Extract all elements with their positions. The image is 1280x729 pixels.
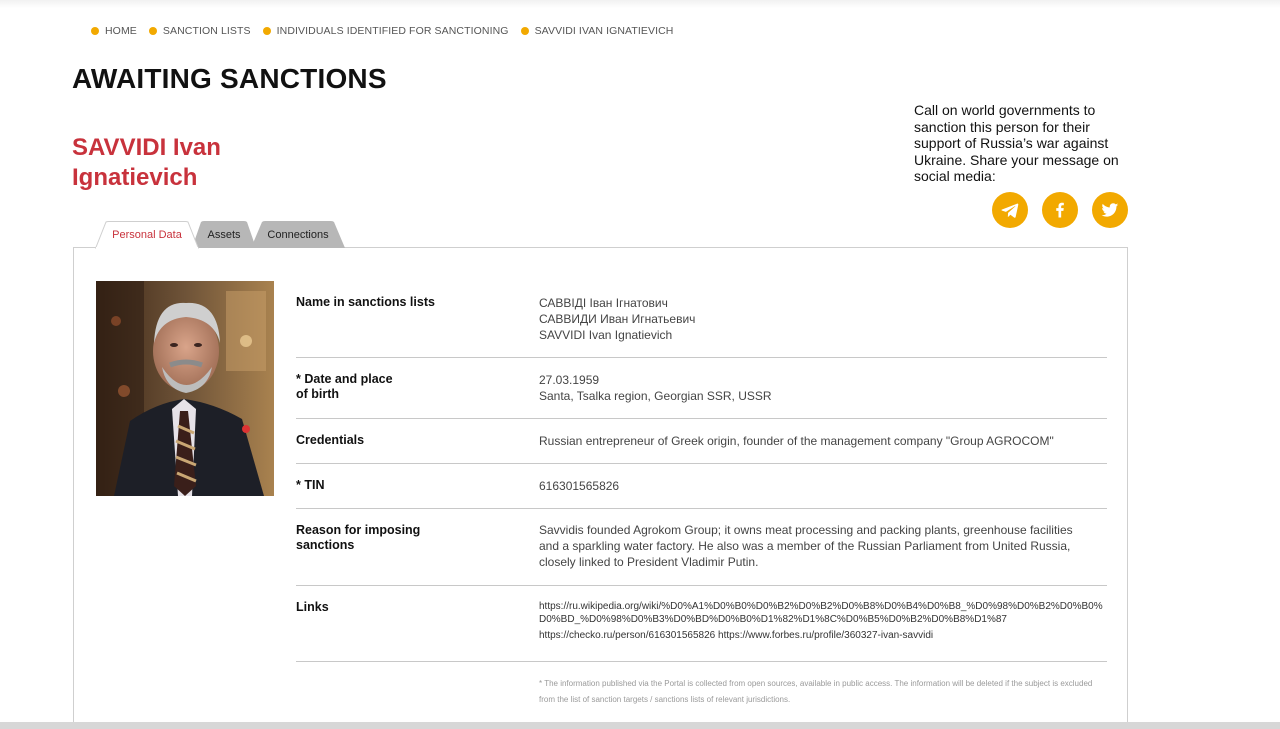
breadcrumb-label: HOME	[105, 25, 137, 37]
tab-label: Personal Data	[112, 228, 182, 241]
tab-label: Connections	[267, 228, 329, 241]
row-label: Reason for imposing sanctions	[296, 523, 421, 552]
breadcrumb-label: SANCTION LISTS	[162, 25, 251, 37]
bullet-icon	[263, 27, 271, 35]
row-label: Credentials	[296, 433, 365, 447]
facebook-icon	[1050, 200, 1070, 220]
breadcrumb-label: SAVVIDI IVAN IGNATIEVICH	[534, 25, 674, 37]
row-value	[539, 433, 1107, 449]
profile-row-links	[296, 586, 1107, 662]
row-value	[539, 600, 1107, 642]
profile-row-birth	[296, 358, 1107, 419]
breadcrumb	[91, 25, 686, 37]
disclaimer-text: * The information published via the Portal is collected from open sources, available in public access. The information will be deleted if the subject is excluded from the list of sanction targets / sanctions lists of relevant jurisdictions.	[539, 679, 1093, 704]
bullet-icon	[149, 27, 157, 35]
row-label: * TIN	[296, 478, 325, 492]
row-label: Links	[296, 600, 329, 614]
name-variant: САВВІДІ Іван Ігнатович	[539, 296, 668, 310]
profile-row-credentials	[296, 419, 1107, 464]
person-photo	[96, 281, 274, 496]
reason-line: and a sparkling water factory. He also was a member of the Russian Parliament from United Russia,	[539, 539, 1071, 553]
name-variant: SAVVIDI Ivan Ignatievich	[539, 328, 673, 342]
profile-row-tin	[296, 464, 1107, 509]
top-shadow	[0, 0, 1280, 8]
tin-value: 616301565826	[539, 479, 620, 493]
checko-forbes-links[interactable]: https://checko.ru/person/616301565826 https://www.forbes.ru/profile/360327-ivan-savvidi	[539, 630, 934, 641]
share-call-text: Call on world governments to sanction this person for their support of Russia’s war against Ukraine. Share your message on social media:	[914, 102, 1119, 184]
breadcrumb-individuals[interactable]	[263, 25, 509, 37]
tab-label: Assets	[207, 228, 241, 241]
row-value	[539, 295, 1107, 343]
reason-line: Savvidis founded Agrokom Group; it owns meat processing and packing plants, greenhouse facilities	[539, 523, 1073, 537]
twitter-icon	[1100, 200, 1120, 220]
social-share-buttons	[992, 192, 1128, 228]
tab-connections[interactable]	[251, 221, 345, 248]
row-value	[539, 372, 1107, 404]
bottom-scroll-area	[0, 722, 1280, 729]
telegram-icon	[1000, 200, 1020, 220]
page-title: AWAITING SANCTIONS	[72, 63, 387, 94]
tab-assets[interactable]	[192, 221, 256, 248]
birth-date: 27.03.1959	[539, 373, 600, 387]
breadcrumb-home[interactable]	[91, 25, 137, 37]
profile-row-reason	[296, 509, 1107, 586]
row-value	[539, 478, 1107, 494]
breadcrumb-label: INDIVIDUALS IDENTIFIED FOR SANCTIONING	[276, 25, 509, 37]
name-variant: САВВИДИ Иван Игнатьевич	[539, 312, 696, 326]
reason-line: closely linked to President Vladimir Putin.	[539, 555, 759, 569]
twitter-share-button[interactable]	[1092, 192, 1128, 228]
wikipedia-link[interactable]: D0%BD_%D0%98%D0%B3%D0%BD%D0%B0%D1%82%D1%8C%D0%B5%D0%B2%D0%B8%D1%87	[539, 614, 1007, 625]
row-label: * Date and place of birth	[296, 372, 393, 401]
row-label: Name in sanctions lists	[296, 295, 435, 309]
profile-row-names	[296, 281, 1107, 358]
facebook-share-button[interactable]	[1042, 192, 1078, 228]
birth-place: Santa, Tsalka region, Georgian SSR, USSR	[539, 389, 772, 403]
breadcrumb-current-person[interactable]	[521, 25, 674, 37]
profile-rows	[296, 281, 1107, 662]
person-name: SAVVIDI Ivan Ignatievich	[72, 134, 221, 191]
personal-data-panel	[73, 247, 1128, 729]
row-value	[539, 522, 1107, 570]
bullet-icon	[521, 27, 529, 35]
credentials-text: Russian entrepreneur of Greek origin, founder of the management company "Group AGROCOM"	[539, 434, 1054, 448]
bullet-icon	[91, 27, 99, 35]
wikipedia-link[interactable]: https://ru.wikipedia.org/wiki/%D0%A1%D0%B0%D0%B2%D0%B2%D0%B8%D0%B4%D0%B8_%D0%98%D0%B2%D0%B0%	[539, 601, 1103, 612]
breadcrumb-sanction-lists[interactable]	[149, 25, 251, 37]
tab-personal-data[interactable]	[95, 221, 199, 248]
telegram-share-button[interactable]	[992, 192, 1028, 228]
